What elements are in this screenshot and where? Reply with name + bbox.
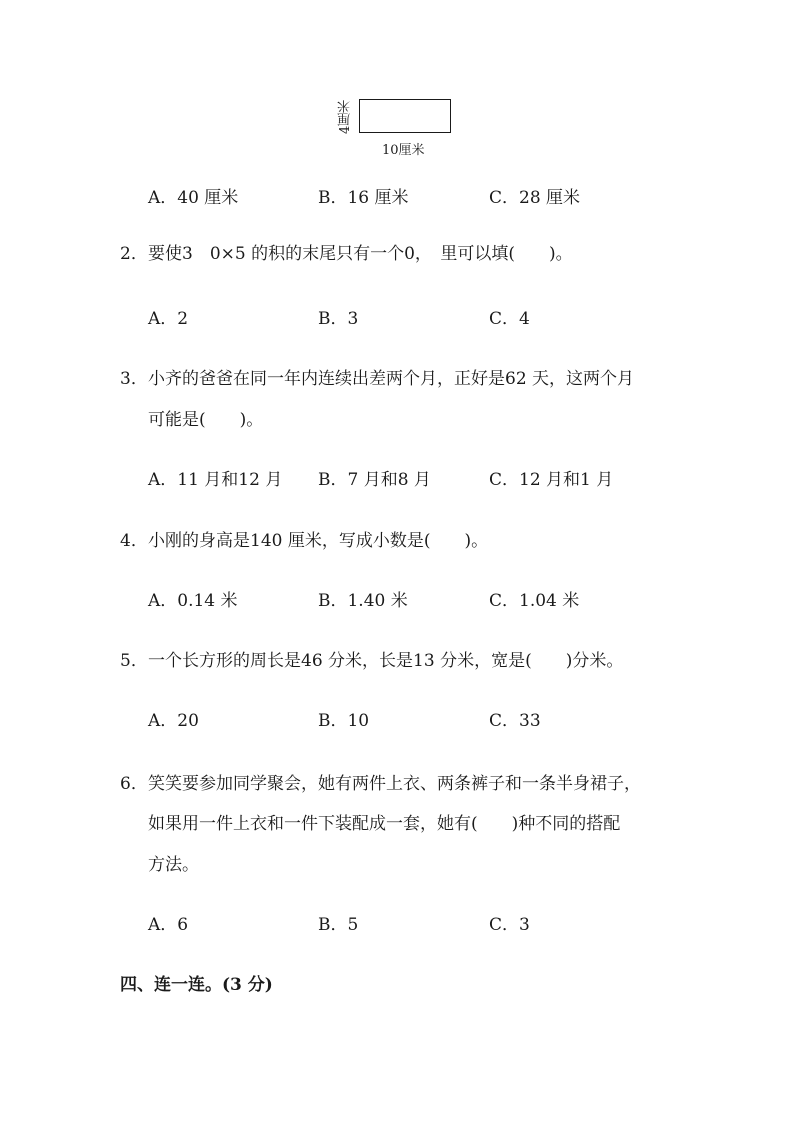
q1-option-a[interactable]: A．40 厘米 (148, 188, 239, 208)
q5-option-a[interactable]: A．20 (148, 711, 199, 731)
q2-text: 要使3 0×5 的积的末尾只有一个0， 里可以填( )。 (148, 244, 573, 264)
q4-number: 4． (120, 531, 148, 551)
q5-option-c[interactable]: C．33 (489, 711, 541, 731)
width-label: 10厘米 (382, 143, 425, 158)
section-4-title: 四、连一连。(3 分) (120, 975, 273, 995)
q2-option-a[interactable]: A．2 (148, 309, 189, 329)
q3-option-a[interactable]: A．11 月和12 月 (148, 470, 283, 490)
q6-text-line-2: 如果用一件上衣和一件下装配成一套，她有( )种不同的搭配 (148, 814, 621, 834)
q6-option-a[interactable]: A．6 (148, 915, 189, 935)
q4-option-a[interactable]: A．0.14 米 (148, 591, 238, 611)
q5-text: 一个长方形的周长是46 分米，长是13 分米，宽是( )分米。 (148, 651, 624, 671)
q3-text-line-2: 可能是( )。 (148, 410, 264, 430)
q3-option-c[interactable]: C．12 月和1 月 (489, 470, 614, 490)
q6-option-b[interactable]: B．5 (318, 915, 359, 935)
q6-text-line-3: 方法。 (148, 855, 199, 875)
q4-option-b[interactable]: B．1.40 米 (318, 591, 408, 611)
q5-number: 5． (120, 651, 148, 671)
q2-option-b[interactable]: B．3 (318, 309, 359, 329)
q4-text: 小刚的身高是140 厘米，写成小数是( )。 (148, 531, 489, 551)
q6-text-line-1: 笑笑要参加同学聚会，她有两件上衣、两条裤子和一条半身裙子， (148, 774, 641, 794)
q5-option-b[interactable]: B．10 (318, 711, 370, 731)
q1-option-c[interactable]: C．28 厘米 (489, 188, 581, 208)
q2-option-c[interactable]: C．4 (489, 309, 530, 329)
q6-number: 6． (120, 774, 148, 794)
q1-option-b[interactable]: B．16 厘米 (318, 188, 409, 208)
q2-number: 2． (120, 244, 148, 264)
q4-option-c[interactable]: C．1.04 米 (489, 591, 580, 611)
rectangle-shape (359, 99, 451, 133)
q3-text-line-1: 小齐的爸爸在同一年内连续出差两个月，正好是62 天，这两个月 (148, 369, 635, 389)
q3-option-b[interactable]: B．7 月和8 月 (318, 470, 431, 490)
height-label: 4厘米 (338, 99, 353, 135)
q6-option-c[interactable]: C．3 (489, 915, 530, 935)
q3-number: 3． (120, 369, 148, 389)
